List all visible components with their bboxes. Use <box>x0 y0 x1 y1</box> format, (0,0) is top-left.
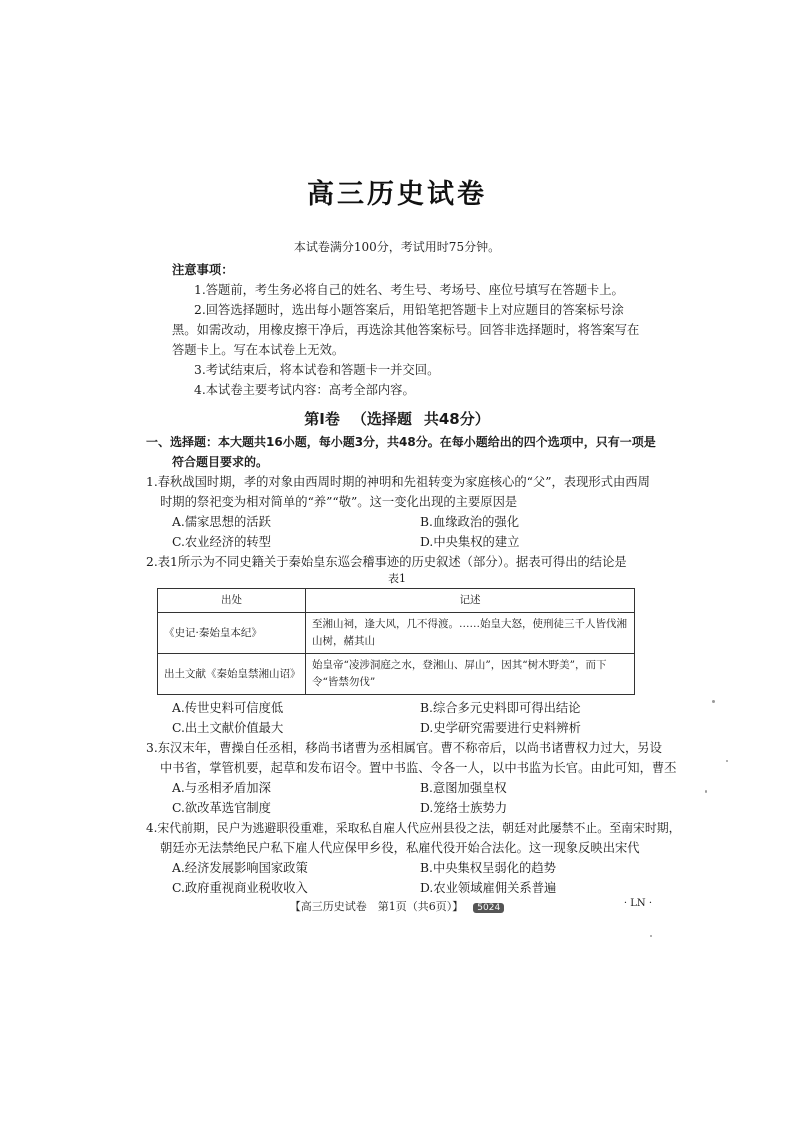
section-score: 共48分） <box>423 410 490 428</box>
scan-speck <box>705 790 707 793</box>
scan-speck <box>712 700 715 703</box>
question-3-option-a[interactable]: A.与丞相矛盾加深 <box>172 781 271 795</box>
footer-text: 【高三历史试卷 第1页（共6页）】 <box>289 900 464 913</box>
question-2-option-b[interactable]: B.综合多元史料即可得出结论 <box>420 701 581 715</box>
table-cell-text: 至湘山祠，逢大风，几不得渡。……始皇大怒，使刑徒三千人皆伐湘山树，赭其山 <box>306 613 635 654</box>
exam-subtitle: 本试卷满分100分，考试用时75分钟。 <box>293 240 501 254</box>
question-4-stem: 4.宋代前期，民户为逃避职役重难，采取私自雇人代应州县役之法，朝廷对此屡禁不止。至南宋时期， <box>146 821 681 835</box>
table-header-row <box>158 589 635 613</box>
question-4-option-d[interactable]: D.农业领域雇佣关系普遍 <box>420 881 557 895</box>
notice-line: 2.回答选择题时，选出每小题答案后，用铅笔把答题卡上对应题目的答案标号涂 <box>194 303 624 317</box>
question-3-stem: 中书省，掌管机要，起草和发布诏令。置中书监、令各一人，以中书监为长官。由此可知，曹丕 <box>160 761 677 775</box>
page-footer <box>0 898 794 914</box>
question-3-option-b[interactable]: B.意图加强皇权 <box>420 781 507 795</box>
question-2-option-a[interactable]: A.传世史料可信度低 <box>172 701 284 715</box>
notice-heading: 注意事项： <box>172 263 234 277</box>
question-3-option-c[interactable]: C.欲改革选官制度 <box>172 801 271 815</box>
question-1-option-c[interactable]: C.农业经济的转型 <box>172 535 271 549</box>
question-2-option-d[interactable]: D.史学研究需要进行史料辨析 <box>420 721 581 735</box>
source-table <box>157 588 635 695</box>
table-header-source: 出处 <box>158 589 306 613</box>
table-cell-text: 始皇帝“凌涉洞庭之水，登湘山、屏山”，因其“树木野美”，而下令“皆禁勿伐” <box>306 654 635 695</box>
table-row <box>158 654 635 695</box>
section-heading <box>0 408 794 429</box>
question-1-option-d[interactable]: D.中央集权的建立 <box>420 535 520 549</box>
footer-badge: 5024 <box>473 903 504 913</box>
notice-line: 黑。如需改动，用橡皮擦干净后，再选涂其他答案标号。回答非选择题时，将答案写在 <box>172 323 640 337</box>
table-row <box>158 613 635 654</box>
notice-line: 4.本试卷主要考试内容：高考全部内容。 <box>194 383 415 397</box>
section-part: 第Ⅰ卷 <box>304 410 340 428</box>
exam-title: 高三历史试卷 <box>307 179 487 210</box>
question-1-option-a[interactable]: A.儒家思想的活跃 <box>172 515 271 529</box>
notice-line: 3.考试结束后，将本试卷和答题卡一并交回。 <box>194 363 440 377</box>
question-1-option-b[interactable]: B.血缘政治的强化 <box>420 515 520 529</box>
table-caption: 表1 <box>388 572 406 585</box>
scan-speck <box>726 760 728 762</box>
scan-speck <box>650 935 652 937</box>
table-header-text: 记述 <box>306 589 635 613</box>
section-instruction: 一、选择题：本大题共16小题，每小题3分，共48分。在每小题给出的四个选项中，只有一项是 <box>146 435 656 449</box>
table-cell-source: 《史记·秦始皇本纪》 <box>158 613 306 654</box>
question-4-stem: 朝廷亦无法禁绝民户私下雇人代应保甲乡役，私雇代役开始合法化。这一现象反映出宋代 <box>160 841 640 855</box>
question-4-option-c[interactable]: C.政府重视商业税收收入 <box>172 881 308 895</box>
question-2-stem: 2.表1所示为不同史籍关于秦始皇东巡会稽事迹的历史叙述（部分）。据表可得出的结论是 <box>146 555 627 569</box>
question-1-stem: 时期的祭祀变为相对简单的“养”“敬”。这一变化出现的主要原因是 <box>160 495 518 509</box>
section-name: （选择题 <box>351 410 412 428</box>
question-3-option-d[interactable]: D.笼络士族势力 <box>420 801 508 815</box>
question-2-option-c[interactable]: C.出土文献价值最大 <box>172 721 284 735</box>
question-4-option-a[interactable]: A.经济发展影响国家政策 <box>172 861 308 875</box>
notice-line: 答题卡上。写在本试卷上无效。 <box>172 343 345 357</box>
footer-code: · LN · <box>623 898 652 909</box>
question-3-stem: 3.东汉末年，曹操自任丞相，移尚书诸曹为丞相属官。曹不称帝后，以尚书诸曹权力过大，另设 <box>146 741 662 755</box>
question-4-option-b[interactable]: B.中央集权呈弱化的趋势 <box>420 861 556 875</box>
table-cell-source: 出土文献《秦始皇禁湘山诏》 <box>158 654 306 695</box>
section-instruction: 符合题目要求的。 <box>172 455 269 469</box>
question-1-stem: 1.春秋战国时期，孝的对象由西周时期的神明和先祖转变为家庭核心的“父”，表现形式由西周 <box>146 475 650 489</box>
notice-line: 1.答题前，考生务必将自己的姓名、考生号、考场号、座位号填写在答题卡上。 <box>194 283 624 297</box>
